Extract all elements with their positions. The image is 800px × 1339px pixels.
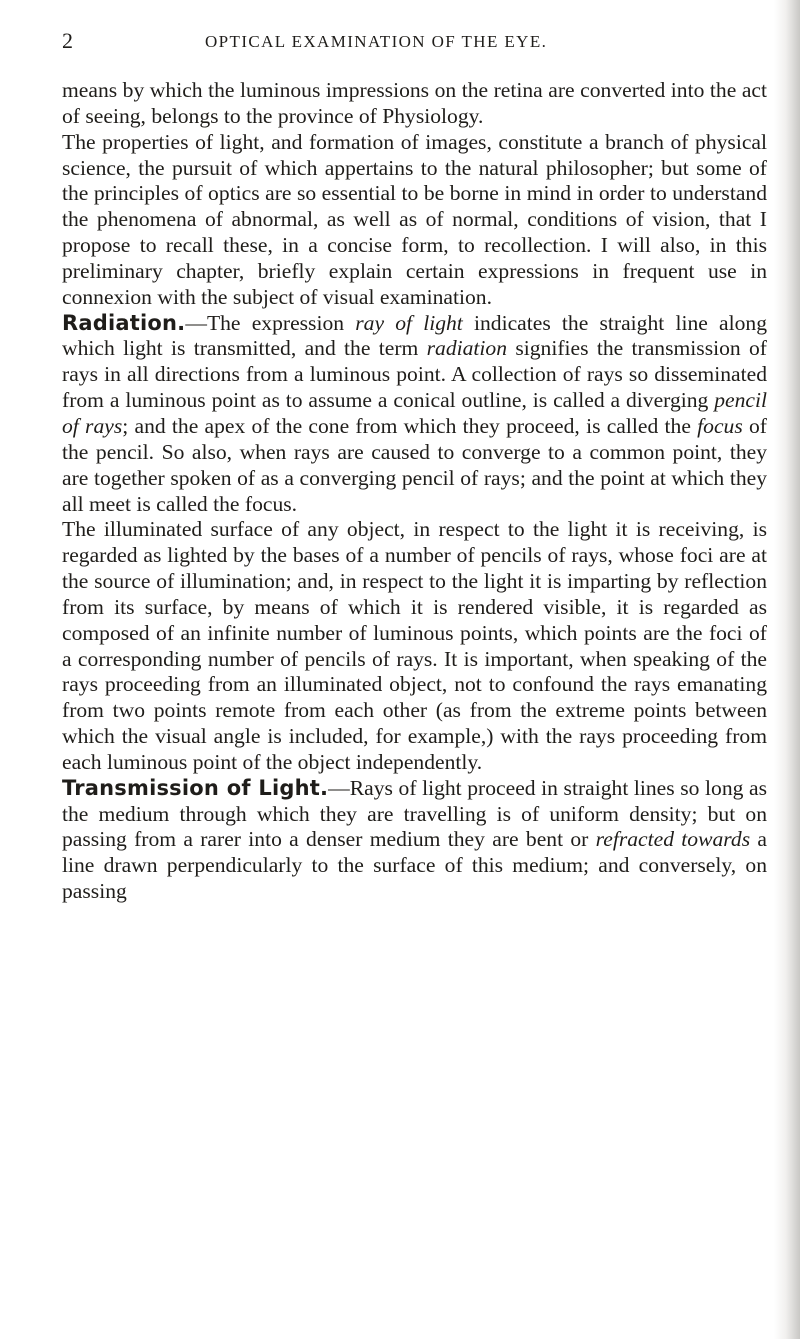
scanned-page-edge bbox=[774, 0, 800, 1339]
term-refracted-towards: refracted towards bbox=[595, 827, 751, 852]
term-focus: focus bbox=[697, 413, 743, 438]
term-ray-of-light: ray of light bbox=[355, 310, 463, 335]
running-head: OPTICAL EXAMINATION OF THE EYE. bbox=[205, 32, 548, 51]
section-heading-transmission: Transmission of Light. bbox=[62, 775, 329, 800]
page-number: 2 bbox=[62, 28, 75, 53]
book-page bbox=[62, 22, 767, 905]
term-radiation: radiation bbox=[426, 336, 508, 361]
term-pencil-of-rays: pencil of rays bbox=[62, 388, 767, 438]
body-text bbox=[62, 78, 767, 905]
paragraph-optics-principles: The properties of light, and formation of images, constitute a branch of physical science, the pursuit of which appertains to the natural philosopher; but some of the principles of optics are so essential to be borne in mind in order to understand the phenomena of abnormal, as well as of normal, conditions of vision, that I propose to recall these, in a concise form, to recollection. I will also, in this preliminary chapter, briefly explain certain expressions in frequent use in connexion with the subject of visual examination. bbox=[62, 129, 767, 309]
paragraph-transmission: Transmission of Light.—Rays of light proceed in straight lines so long as the medium through which they are travelling is of uniform density; but on passing from a rarer into a denser medium they are bent or refracted towards a line drawn perpendicularly to the surface of this medium; and conversely, on passing bbox=[62, 775, 767, 904]
section-heading-radiation: Radiation. bbox=[62, 310, 186, 335]
paragraph-illuminated-surface: The illuminated surface of any object, in respect to the light it is receiving, is regarded as lighted by the bases of a number of pencils of rays, whose foci are at the source of illumination; and, in respect to the light it is imparting by reflection from its surface, by means of which it is rendered visible, it is regarded as composed of an infinite number of luminous points, which points are the foci of a corresponding number of pencils of rays. It is important, when speaking of the rays proceeding from an illuminated object, not to confound the rays emanating from two points remote from each other (as from the extreme points between which the visual angle is included, for example,) with the rays proceeding from each luminous point of the object independently. bbox=[62, 517, 767, 774]
paragraph-radiation: Radiation.—The expression ray of light indicates the straight line along which light is transmitted, and the term radiation signifies the transmission of rays in all directions from a luminous point. A collection of rays so disseminated from a luminous point as to assume a conical outline, is called a diverging pencil of rays; and the apex of the cone from which they proceed, is called the focus of the pencil. So also, when rays are caused to converge to a common point, they are together spoken of as a converging pencil of rays; and the point at which they all meet is called the focus. bbox=[62, 310, 767, 516]
paragraph-continuation: means by which the luminous impressions on the retina are converted into the act of seeing, belongs to the province of Physiology. bbox=[62, 78, 767, 128]
page-header bbox=[62, 22, 767, 58]
